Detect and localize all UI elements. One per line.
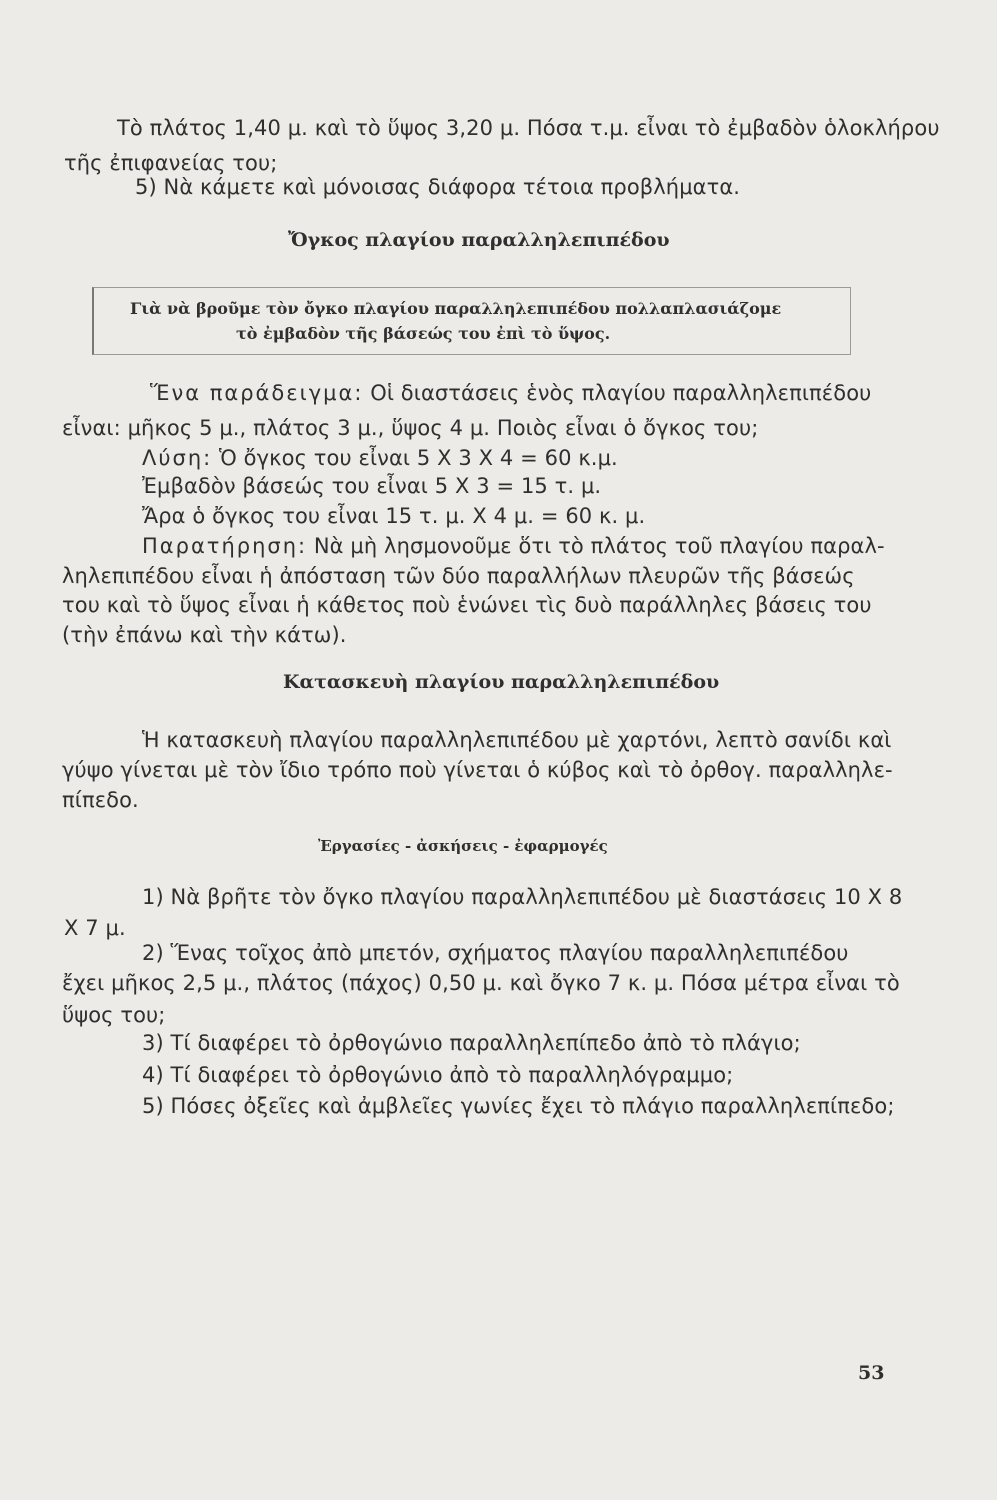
note-label: Παρατήρηση: <box>142 534 308 558</box>
exercise-1-line-2: X 7 μ. <box>64 916 126 940</box>
example-line-1-text: Οἱ διαστάσεις ἑνὸς πλαγίου παραλληλεπιπέδου <box>370 381 872 405</box>
exercise-4: 4) Τί διαφέρει τὸ ὀρθογώνιο ἀπὸ τὸ παραλληλόγραμμο; <box>142 1063 734 1087</box>
example-line-2: εἶναι: μῆκος 5 μ., πλάτος 3 μ., ὕψος 4 μ. Ποιὸς εἶναι ὁ ὄγκος του; <box>62 416 759 440</box>
construction-line-1: Ἡ κατασκευὴ πλαγίου παραλληλεπιπέδου μὲ χαρτόνι, λεπτὸ σανίδι καὶ <box>142 728 892 752</box>
example-line-1 <box>150 380 871 406</box>
exercise-5: 5) Πόσες ὀξεῖες καὶ ἀμβλεῖες γωνίες ἔχει τὸ πλάγιο παραλληλεπίπεδο; <box>142 1094 895 1118</box>
intro-line-1: Τὸ πλάτος 1,40 μ. καὶ τὸ ὕψος 3,20 μ. Πόσα τ.μ. εἶναι τὸ ἐμβαδὸν ὁλοκλήρου <box>117 116 940 140</box>
section-title-volume: Ὄγκος πλαγίου παραλληλεπιπέδου <box>288 229 670 251</box>
note-line-1 <box>142 533 885 559</box>
solution-text: Ὁ ὄγκος του εἶναι 5 X 3 X 4 = 60 κ.μ. <box>219 446 618 470</box>
result-line: Ἄρα ὁ ὄγκος του εἶναι 15 τ. μ. X 4 μ. = 60 κ. μ. <box>142 504 646 528</box>
rule-line-2: τὸ ἐμβαδὸν τῆς βάσεώς του ἐπὶ τὸ ὕψος. <box>236 324 611 343</box>
intro-line-3: 5) Νὰ κάμετε καὶ μόνοισας διάφορα τέτοια προβλήματα. <box>135 175 741 199</box>
exercise-2-line-3: ὕψος του; <box>62 1003 166 1027</box>
section-title-construction: Κατασκευὴ πλαγίου παραλληλεπιπέδου <box>283 671 720 693</box>
solution-line <box>142 445 618 471</box>
exercise-2-line-2: ἔχει μῆκος 2,5 μ., πλάτος (πάχος) 0,50 μ. καὶ ὄγκο 7 κ. μ. Πόσα μέτρα εἶναι τὸ <box>62 971 900 995</box>
note-line-1-text: Νὰ μὴ λησμονοῦμε ὅτι τὸ πλάτος τοῦ πλαγίου παραλ- <box>313 534 885 558</box>
construction-line-2: γύψο γίνεται μὲ τὸν ἴδιο τρόπο ποὺ γίνεται ὁ κύβος καὶ τὸ ὀρθογ. παραλληλε- <box>62 758 893 782</box>
exercise-2-line-1: 2) Ἕνας τοῖχος ἀπὸ μπετόν, σχήματος πλαγίου παραλληλεπιπέδου <box>142 941 849 965</box>
section-title-exercises: Ἐργασίες - ἀσκήσεις - ἐφαρμογές <box>318 837 608 855</box>
solution-label: Λύση: <box>142 446 213 470</box>
exercise-1-line-1: 1) Νὰ βρῆτε τὸν ὄγκο πλαγίου παραλληλεπιπέδου μὲ διαστάσεις 10 X 8 <box>142 885 903 909</box>
construction-line-3: πίπεδο. <box>62 788 139 812</box>
note-line-2: ληλεπιπέδου εἶναι ἡ ἀπόσταση τῶν δύο παραλλήλων πλευρῶν τῆς βάσεώς <box>62 564 855 588</box>
example-label: Ἕνα παράδειγμα: <box>150 381 364 405</box>
note-line-4: (τὴν ἐπάνω καὶ τὴν κάτω). <box>62 623 347 647</box>
base-area-line: Ἐμβαδὸν βάσεώς του εἶναι 5 X 3 = 15 τ. μ. <box>142 474 602 498</box>
exercise-3: 3) Τί διαφέρει τὸ ὀρθογώνιο παραλληλεπίπεδο ἀπὸ τὸ πλάγιο; <box>142 1031 801 1055</box>
rule-line-1: Γιὰ νὰ βροῦμε τὸν ὄγκο πλαγίου παραλληλεπιπέδου πολλαπλασιάζομε <box>130 299 782 318</box>
intro-line-2: τῆς ἐπιφανείας του; <box>64 151 278 175</box>
note-line-3: του καὶ τὸ ὕψος εἶναι ἡ κάθετος ποὺ ἑνώνει τὶς δυὸ παράλληλες βάσεις του <box>62 593 872 617</box>
page-number: 53 <box>858 1362 885 1384</box>
